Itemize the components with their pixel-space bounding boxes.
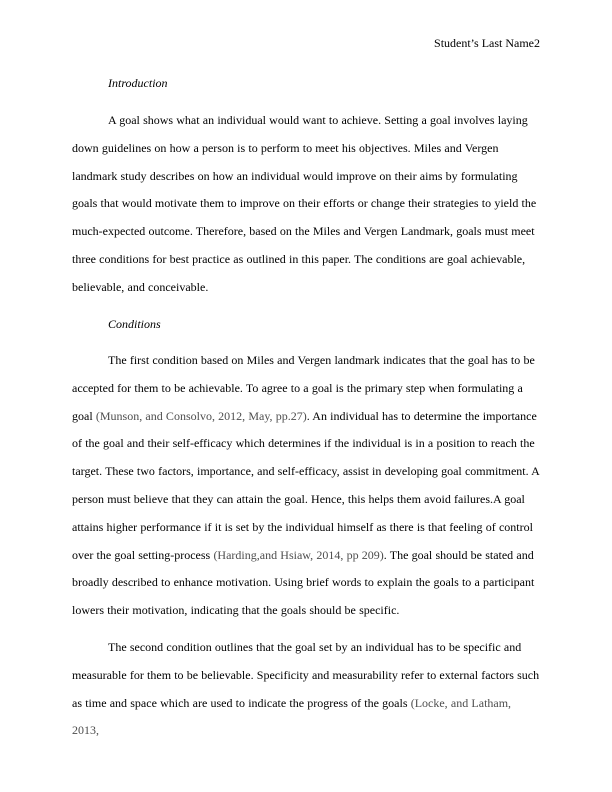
paragraph-text: . The goal should be stated and broadly described to enhance motivation. Using brief words to explain the goals to a participant lowers their motivation, indicating that the goals should be specific. (72, 547, 535, 618)
intro-paragraph: A goal shows what an individual would want to achieve. Setting a goal involves laying down guidelines on how a person is to perform to meet his objectives. Miles and Vergen landmark study describes on how an individual would improve on their aims by formulating goals that would motivate them to improve on their efforts or change their strategies to yield the much-expected outcome. Therefore, based on the Miles and Vergen Landmark, goals must meet three conditions for best practice as outlined in this paper. The conditions are goal achievable, believable, and conceivable. (72, 113, 537, 294)
paragraph-text: . An individual has to determine the importance of the goal and their self-efficacy which determines if the individual is in a position to reach the target. These two factors, importance, and self-efficacy, assist in developing goal commitment. A person must believe that they can attain the goal. Hence, this helps them avoid failures.A goal attains higher performance if it is set by the individual himself as there is that feeling of control over the goal setting-process (72, 408, 540, 562)
first-condition-paragraph (72, 347, 540, 625)
running-header (434, 36, 540, 50)
citation: (Locke, and Latham, 2013, (72, 695, 512, 738)
citation: (Munson, and Consolvo, 2012, May, pp.27) (95, 408, 307, 423)
running-head: Student’s Last Name (434, 36, 534, 50)
section-heading-introduction: Introduction (108, 76, 168, 90)
second-condition-paragraph (72, 634, 540, 745)
paragraph-text: The first condition based on Miles and Vergen landmark indicates that the goal has to be accepted for them to be achievable. To agree to a goal is the primary step when formulating a goal (72, 353, 535, 423)
page-number: 2 (534, 36, 540, 50)
citation: (Harding,and Hsiaw, 2014, pp 209) (213, 547, 384, 562)
paragraph-text: The second condition outlines that the goal set by an individual has to be specific and measurable for them to be believable. Specificity and measurability refer to external factors such as time and space which are used to indicate the progress of the goals (72, 640, 540, 710)
section-heading-conditions: Conditions (108, 317, 161, 331)
